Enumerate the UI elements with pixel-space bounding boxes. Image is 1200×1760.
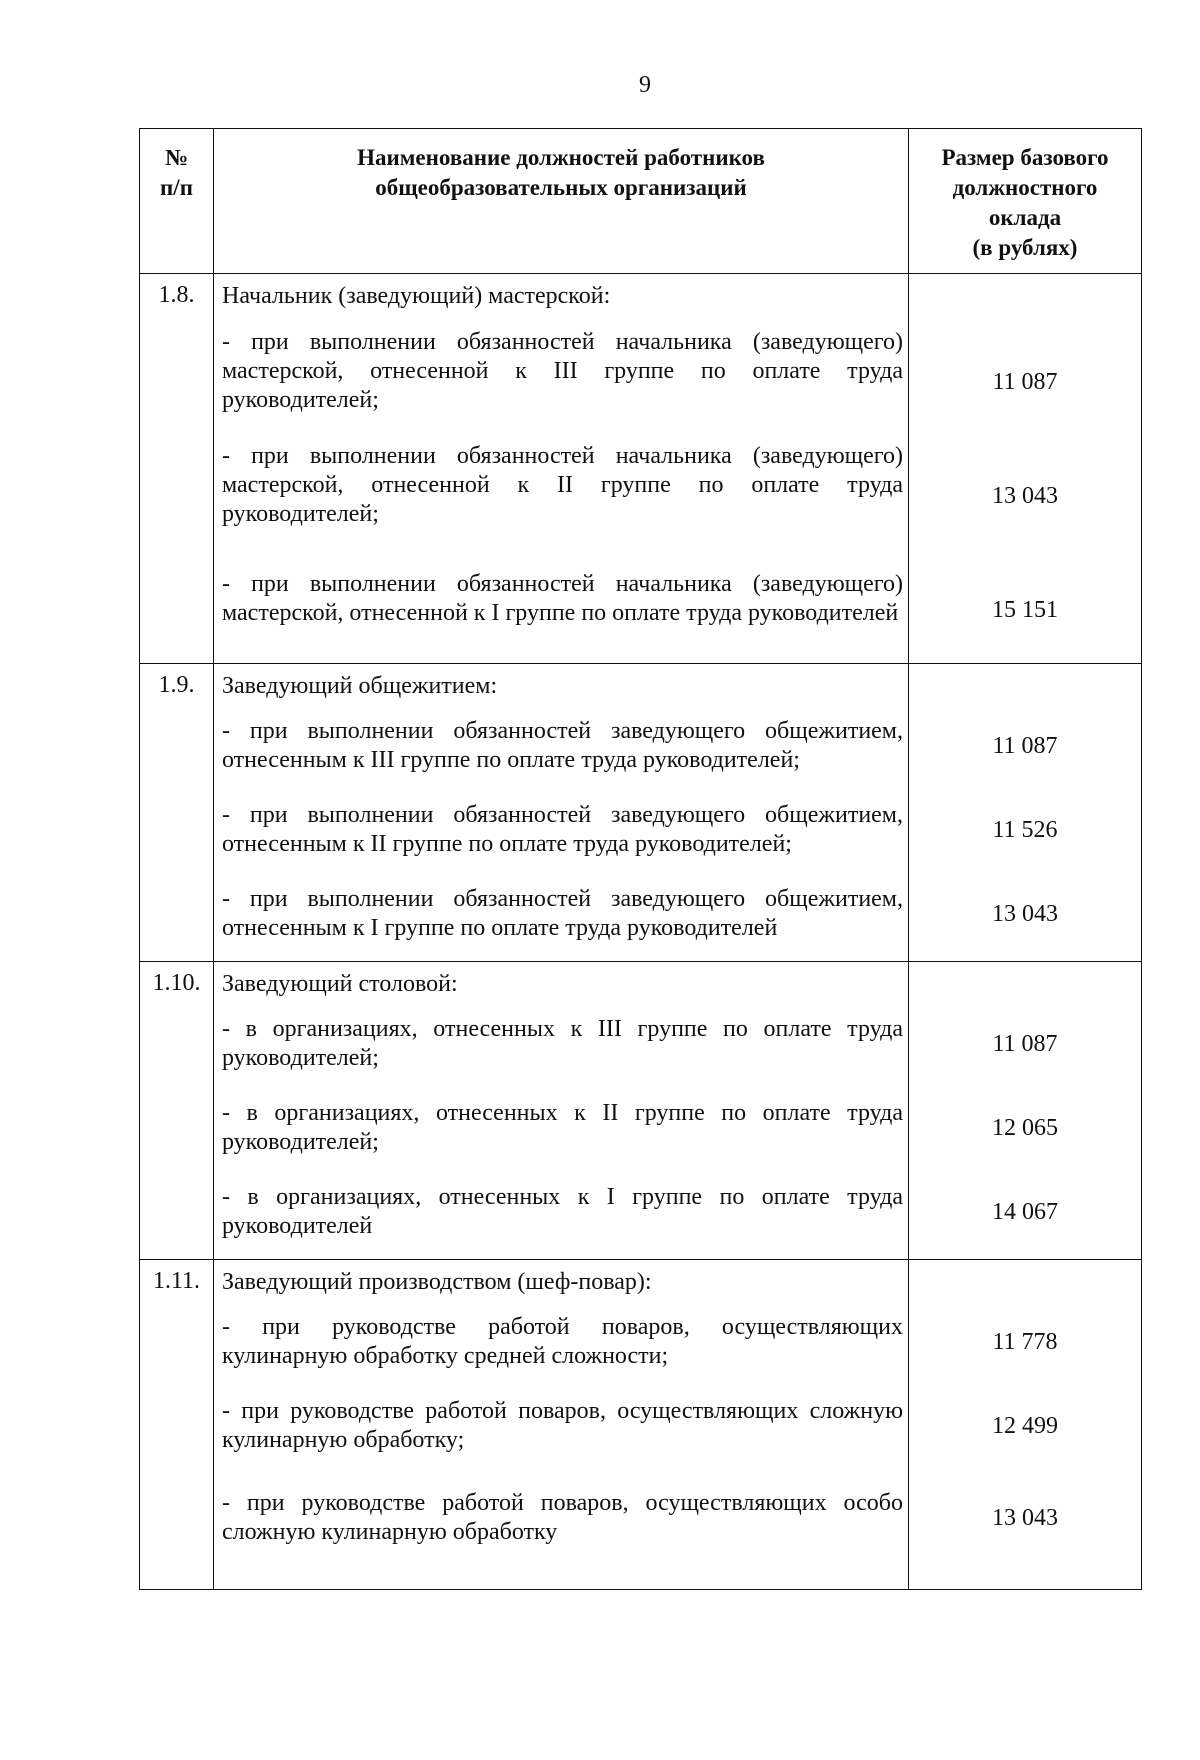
- sub-item: [214, 1002, 908, 1086]
- header-name-text: Наименование должностей работников общеобразовательных организаций: [357, 145, 765, 200]
- salary-value: 13 043: [992, 1504, 1058, 1531]
- salary-value: 11 778: [992, 1328, 1058, 1355]
- table-row: [140, 1260, 1142, 1590]
- salary-value: 14 067: [992, 1198, 1058, 1225]
- sub-item-text: - при выполнении обязанностей начальника (заведующего) мастерской, отнесенной к III группе по оплате труда руководителей;: [222, 328, 903, 413]
- row-name-cell: [214, 1260, 909, 1590]
- salary-value: 15 151: [992, 596, 1058, 623]
- sub-item: [214, 542, 908, 656]
- salary-value: 13 043: [992, 900, 1058, 927]
- salary-value: 11 087: [992, 368, 1058, 395]
- sub-item: [214, 1384, 908, 1468]
- table-header-row: [140, 129, 1142, 274]
- sub-item: [214, 788, 908, 872]
- sub-item-text: - в организациях, отнесенных к I группе по оплате труда руководителей: [222, 1184, 903, 1239]
- row-number: 1.8.: [140, 274, 214, 664]
- sub-item: [214, 1300, 908, 1384]
- row-title: Начальник (заведующий) мастерской:: [222, 283, 611, 309]
- sub-item: [214, 872, 908, 956]
- salary-value: 12 499: [992, 1412, 1058, 1439]
- salary-value: 12 065: [992, 1114, 1058, 1141]
- row-title: Заведующий общежитием:: [222, 673, 498, 699]
- sub-item-text: - при выполнении обязанностей заведующего общежитием, отнесенным к I группе по оплате труда руководителей: [222, 886, 903, 941]
- sub-item: [214, 1086, 908, 1170]
- row-salary-cell: [909, 664, 1142, 962]
- row-number: 1.9.: [140, 664, 214, 962]
- salary-table: [139, 128, 1142, 1590]
- row-salary-cell: [909, 962, 1142, 1260]
- sub-item-text: - при выполнении обязанностей заведующего общежитием, отнесенным к III группе по оплате труда руководителей;: [222, 718, 903, 773]
- salary-value: 13 043: [992, 482, 1058, 509]
- sub-item: [214, 1468, 908, 1568]
- sub-item-text: - при руководстве работой поваров, осуществляющих сложную кулинарную обработку;: [222, 1398, 903, 1453]
- page-number: 9: [639, 72, 651, 98]
- sub-item-text: - при выполнении обязанностей заведующего общежитием, отнесенным к II группе по оплате труда руководителей;: [222, 802, 903, 857]
- sub-item-text: - в организациях, отнесенных к II группе по оплате труда руководителей;: [222, 1100, 903, 1155]
- sub-item: [214, 428, 908, 542]
- table-row: [140, 274, 1142, 664]
- sub-item-text: - при руководстве работой поваров, осуществляющих особо сложную кулинарную обработку: [222, 1490, 903, 1545]
- sub-item: [214, 1170, 908, 1254]
- row-salary-cell: [909, 274, 1142, 664]
- header-num-text: № п/п: [160, 145, 193, 200]
- row-name-cell: [214, 962, 909, 1260]
- sub-item-text: - при руководстве работой поваров, осуществляющих кулинарную обработку средней сложности;: [222, 1314, 903, 1369]
- salary-value: 11 087: [992, 732, 1058, 759]
- sub-item-text: - при выполнении обязанностей начальника (заведующего) мастерской, отнесенной к II группе по оплате труда руководителей;: [222, 442, 903, 527]
- header-salary-text: Размер базового должностного оклада (в рублях): [941, 145, 1109, 260]
- sub-item-text: - при выполнении обязанностей начальника (заведующего) мастерской, отнесенной к I группе по оплате труда руководителей: [222, 571, 903, 626]
- sub-item: [214, 314, 908, 428]
- salary-value: 11 087: [992, 1030, 1058, 1057]
- row-title: Заведующий производством (шеф-повар):: [222, 1269, 652, 1295]
- sub-item: [214, 704, 908, 788]
- header-name: [214, 129, 909, 274]
- row-number: 1.10.: [140, 962, 214, 1260]
- row-name-cell: [214, 274, 909, 664]
- sub-item-text: - в организациях, отнесенных к III группе по оплате труда руководителей;: [222, 1016, 903, 1071]
- table-row: [140, 962, 1142, 1260]
- row-salary-cell: [909, 1260, 1142, 1590]
- row-name-cell: [214, 664, 909, 962]
- row-title: Заведующий столовой:: [222, 971, 458, 997]
- row-number: 1.11.: [140, 1260, 214, 1590]
- header-salary: [909, 129, 1142, 274]
- salary-value: 11 526: [992, 816, 1058, 843]
- header-num: [140, 129, 214, 274]
- table-row: [140, 664, 1142, 962]
